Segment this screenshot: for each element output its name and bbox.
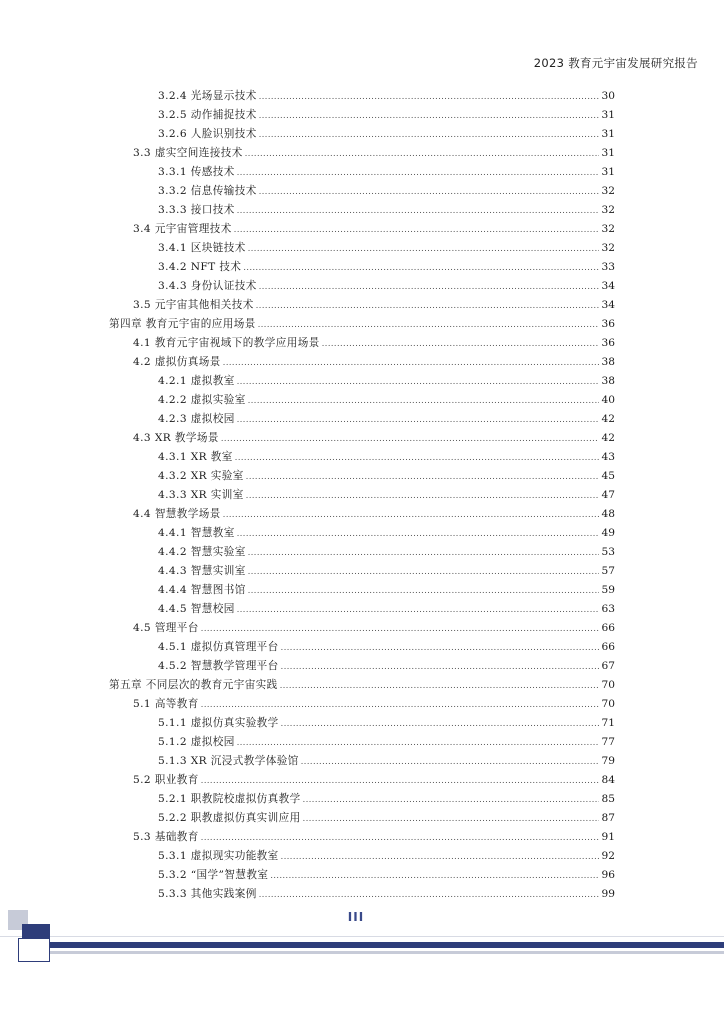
toc-entry-page: 40 xyxy=(601,394,615,406)
toc-entry-label: 5.1.3 XR 沉浸式教学体验馆 xyxy=(158,755,299,767)
toc-entry-label: 5.1 高等教育 xyxy=(133,698,199,710)
toc-entry-page: 63 xyxy=(601,603,615,615)
toc-leader-dots xyxy=(281,657,599,676)
toc-leader-dots xyxy=(221,429,599,448)
toc-entry-page: 92 xyxy=(601,850,615,862)
toc-entry-label: 4.2.3 虚拟校园 xyxy=(158,413,235,425)
toc-entry-page: 79 xyxy=(601,755,615,767)
toc-entry-label: 5.3.3 其他实践案例 xyxy=(158,888,257,900)
toc-entry-page: 43 xyxy=(601,451,615,463)
footer-outline-square xyxy=(18,938,50,962)
toc-leader-dots xyxy=(201,828,599,847)
toc-entry[interactable] xyxy=(0,847,615,866)
toc-entry-label: 4.3.2 XR 实验室 xyxy=(158,470,244,482)
toc-leader-dots xyxy=(280,676,599,695)
page-number: III xyxy=(347,910,365,924)
toc-entry-page: 96 xyxy=(601,869,615,881)
toc-leader-dots xyxy=(246,467,599,486)
footer-thin-rule xyxy=(0,936,724,937)
toc-entry-label: 4.5.2 智慧教学管理平台 xyxy=(158,660,279,672)
toc-leader-dots xyxy=(237,372,599,391)
toc-entry-page: 31 xyxy=(601,128,615,140)
toc-entry-page: 70 xyxy=(601,679,615,691)
toc-entry-label: 5.3.1 虚拟现实功能教室 xyxy=(158,850,279,862)
toc-entry-page: 99 xyxy=(601,888,615,900)
toc-leader-dots xyxy=(248,581,599,600)
toc-entry[interactable] xyxy=(0,828,615,847)
toc-entry-page: 31 xyxy=(601,166,615,178)
toc-leader-dots xyxy=(259,106,599,125)
toc-entry-label: 4.3.1 XR 教室 xyxy=(158,451,233,463)
toc-entry-label: 4.4 智慧教学场景 xyxy=(133,508,221,520)
toc-entry-label: 4.3.3 XR 实训室 xyxy=(158,489,244,501)
toc-entry-page: 38 xyxy=(601,375,615,387)
toc-leader-dots xyxy=(259,277,599,296)
toc-entry-label: 4.4.2 智慧实验室 xyxy=(158,546,246,558)
toc-entry[interactable] xyxy=(0,695,615,714)
toc-entry-page: 85 xyxy=(601,793,615,805)
toc-entry[interactable] xyxy=(0,676,615,695)
toc-leader-dots xyxy=(245,144,599,163)
toc-entry-page: 32 xyxy=(601,242,615,254)
toc-entry[interactable] xyxy=(0,524,615,543)
toc-leader-dots xyxy=(201,695,599,714)
toc-entry[interactable] xyxy=(0,486,615,505)
toc-entry[interactable] xyxy=(0,334,615,353)
toc-entry[interactable] xyxy=(0,106,615,125)
toc-entry-label: 第五章 不同层次的教育元宇宙实践 xyxy=(109,679,278,691)
toc-entry[interactable] xyxy=(0,353,615,372)
toc-entry-label: 4.3 XR 教学场景 xyxy=(133,432,219,444)
toc-entry[interactable] xyxy=(0,619,615,638)
toc-entry[interactable] xyxy=(0,790,615,809)
toc-leader-dots xyxy=(223,353,599,372)
toc-leader-dots xyxy=(256,296,599,315)
toc-leader-dots xyxy=(248,239,599,258)
toc-entry[interactable] xyxy=(0,87,615,106)
toc-entry-label: 4.5.1 虚拟仿真管理平台 xyxy=(158,641,279,653)
toc-entry-label: 4.4.5 智慧校园 xyxy=(158,603,235,615)
toc-leader-dots xyxy=(237,733,599,752)
toc-leader-dots xyxy=(259,182,599,201)
toc-leader-dots xyxy=(270,866,599,885)
toc-entry-label: 5.2 职业教育 xyxy=(133,774,199,786)
toc-entry[interactable] xyxy=(0,771,615,790)
toc-entry-page: 45 xyxy=(601,470,615,482)
toc-entry[interactable] xyxy=(0,391,615,410)
toc-entry-label: 5.2.1 职教院校虚拟仿真教学 xyxy=(158,793,301,805)
toc-entry[interactable] xyxy=(0,562,615,581)
toc-entry[interactable] xyxy=(0,372,615,391)
toc-entry[interactable] xyxy=(0,239,615,258)
toc-entry[interactable] xyxy=(0,429,615,448)
toc-leader-dots xyxy=(248,543,599,562)
toc-entry-page: 32 xyxy=(601,185,615,197)
toc-leader-dots xyxy=(258,315,599,334)
toc-leader-dots xyxy=(243,258,599,277)
toc-leader-dots xyxy=(259,87,599,106)
toc-entry-page: 32 xyxy=(601,204,615,216)
toc-entry-label: 4.4.4 智慧图书馆 xyxy=(158,584,246,596)
toc-entry-page: 66 xyxy=(601,641,615,653)
toc-entry-page: 49 xyxy=(601,527,615,539)
toc-entry[interactable] xyxy=(0,809,615,828)
toc-entry[interactable] xyxy=(0,296,615,315)
toc-entry-label: 5.3 基础教育 xyxy=(133,831,199,843)
toc-entry-label: 3.3.3 接口技术 xyxy=(158,204,235,216)
toc-entry-label: 3.5 元宇宙其他相关技术 xyxy=(133,299,254,311)
toc-entry-page: 70 xyxy=(601,698,615,710)
toc-leader-dots xyxy=(322,334,599,353)
toc-leader-dots xyxy=(248,391,599,410)
toc-entry[interactable] xyxy=(0,163,615,182)
toc-entry-page: 36 xyxy=(601,337,615,349)
toc-entry-page: 31 xyxy=(601,109,615,121)
toc-leader-dots xyxy=(237,600,599,619)
toc-entry-label: 3.2.6 人脸识别技术 xyxy=(158,128,257,140)
toc-entry[interactable] xyxy=(0,733,615,752)
toc-entry-page: 36 xyxy=(601,318,615,330)
toc-entry[interactable] xyxy=(0,866,615,885)
toc-entry[interactable] xyxy=(0,581,615,600)
toc-entry-page: 48 xyxy=(601,508,615,520)
toc-entry-page: 34 xyxy=(601,299,615,311)
toc-leader-dots xyxy=(259,125,599,144)
toc-entry[interactable] xyxy=(0,714,615,733)
toc-entry-label: 3.2.5 动作捕捉技术 xyxy=(158,109,257,121)
page-header-title: 2023 教育元宇宙发展研究报告 xyxy=(533,56,698,70)
toc-leader-dots xyxy=(301,752,599,771)
toc-entry-page: 77 xyxy=(601,736,615,748)
toc-leader-dots xyxy=(281,638,599,657)
toc-entry-label: 5.3.2 “国学”智慧教室 xyxy=(158,869,269,881)
toc-entry[interactable] xyxy=(0,657,615,676)
toc-leader-dots xyxy=(237,524,599,543)
toc-entry-page: 42 xyxy=(601,432,615,444)
toc-entry-label: 3.4 元宇宙管理技术 xyxy=(133,223,232,235)
toc-entry-label: 3.4.2 NFT 技术 xyxy=(158,261,242,273)
toc-entry[interactable] xyxy=(0,543,615,562)
toc-entry-page: 66 xyxy=(601,622,615,634)
toc-leader-dots xyxy=(201,771,599,790)
toc-entry[interactable] xyxy=(0,220,615,239)
toc-entry-label: 4.4.3 智慧实训室 xyxy=(158,565,246,577)
table-of-contents xyxy=(0,87,724,904)
toc-entry-label: 3.3.1 传感技术 xyxy=(158,166,235,178)
toc-leader-dots xyxy=(248,562,599,581)
toc-entry-label: 4.1 教育元宇宙视域下的教学应用场景 xyxy=(133,337,320,349)
toc-leader-dots xyxy=(234,220,599,239)
toc-entry-label: 4.2 虚拟仿真场景 xyxy=(133,356,221,368)
toc-leader-dots xyxy=(303,809,599,828)
toc-entry[interactable] xyxy=(0,505,615,524)
toc-entry-page: 91 xyxy=(601,831,615,843)
toc-entry[interactable] xyxy=(0,277,615,296)
toc-leader-dots xyxy=(201,619,599,638)
toc-entry-label: 5.1.2 虚拟校园 xyxy=(158,736,235,748)
toc-leader-dots xyxy=(237,410,599,429)
toc-entry[interactable] xyxy=(0,448,615,467)
toc-entry-page: 38 xyxy=(601,356,615,368)
toc-entry-page: 42 xyxy=(601,413,615,425)
toc-leader-dots xyxy=(246,486,599,505)
toc-entry[interactable] xyxy=(0,144,615,163)
toc-entry[interactable] xyxy=(0,752,615,771)
toc-entry[interactable] xyxy=(0,467,615,486)
toc-leader-dots xyxy=(237,163,599,182)
toc-entry-page: 47 xyxy=(601,489,615,501)
toc-entry-page: 31 xyxy=(601,147,615,159)
toc-entry-page: 57 xyxy=(601,565,615,577)
toc-entry-label: 3.3.2 信息传输技术 xyxy=(158,185,257,197)
toc-entry-label: 4.2.2 虚拟实验室 xyxy=(158,394,246,406)
footer-pale-bar xyxy=(50,951,724,954)
toc-entry-page: 71 xyxy=(601,717,615,729)
toc-entry-page: 34 xyxy=(601,280,615,292)
toc-entry[interactable] xyxy=(0,201,615,220)
toc-entry[interactable] xyxy=(0,182,615,201)
toc-entry[interactable] xyxy=(0,638,615,657)
toc-entry[interactable] xyxy=(0,410,615,429)
toc-entry-label: 4.2.1 虚拟教室 xyxy=(158,375,235,387)
toc-entry[interactable] xyxy=(0,258,615,277)
toc-entry-label: 第四章 教育元宇宙的应用场景 xyxy=(109,318,256,330)
footer-dark-bar xyxy=(50,942,724,948)
toc-entry-label: 5.2.2 职教虚拟仿真实训应用 xyxy=(158,812,301,824)
toc-leader-dots xyxy=(281,847,599,866)
toc-leader-dots xyxy=(237,201,599,220)
toc-entry-label: 5.1.1 虚拟仿真实验教学 xyxy=(158,717,279,729)
toc-entry-page: 59 xyxy=(601,584,615,596)
toc-entry[interactable] xyxy=(0,600,615,619)
toc-entry-page: 53 xyxy=(601,546,615,558)
toc-entry-page: 84 xyxy=(601,774,615,786)
toc-leader-dots xyxy=(235,448,599,467)
toc-entry[interactable] xyxy=(0,125,615,144)
toc-leader-dots xyxy=(281,714,599,733)
toc-leader-dots xyxy=(303,790,599,809)
toc-entry-label: 3.3 虚实空间连接技术 xyxy=(133,147,243,159)
toc-entry-page: 30 xyxy=(601,90,615,102)
toc-entry-page: 67 xyxy=(601,660,615,672)
toc-entry-label: 3.4.1 区块链技术 xyxy=(158,242,246,254)
toc-entry-page: 87 xyxy=(601,812,615,824)
toc-entry-page: 32 xyxy=(601,223,615,235)
toc-entry-label: 3.2.4 光场显示技术 xyxy=(158,90,257,102)
toc-leader-dots xyxy=(223,505,599,524)
toc-entry-label: 4.5 管理平台 xyxy=(133,622,199,634)
toc-entry-label: 3.4.3 身份认证技术 xyxy=(158,280,257,292)
toc-entry-label: 4.4.1 智慧教室 xyxy=(158,527,235,539)
toc-entry[interactable] xyxy=(0,315,615,334)
toc-entry-page: 33 xyxy=(601,261,615,273)
